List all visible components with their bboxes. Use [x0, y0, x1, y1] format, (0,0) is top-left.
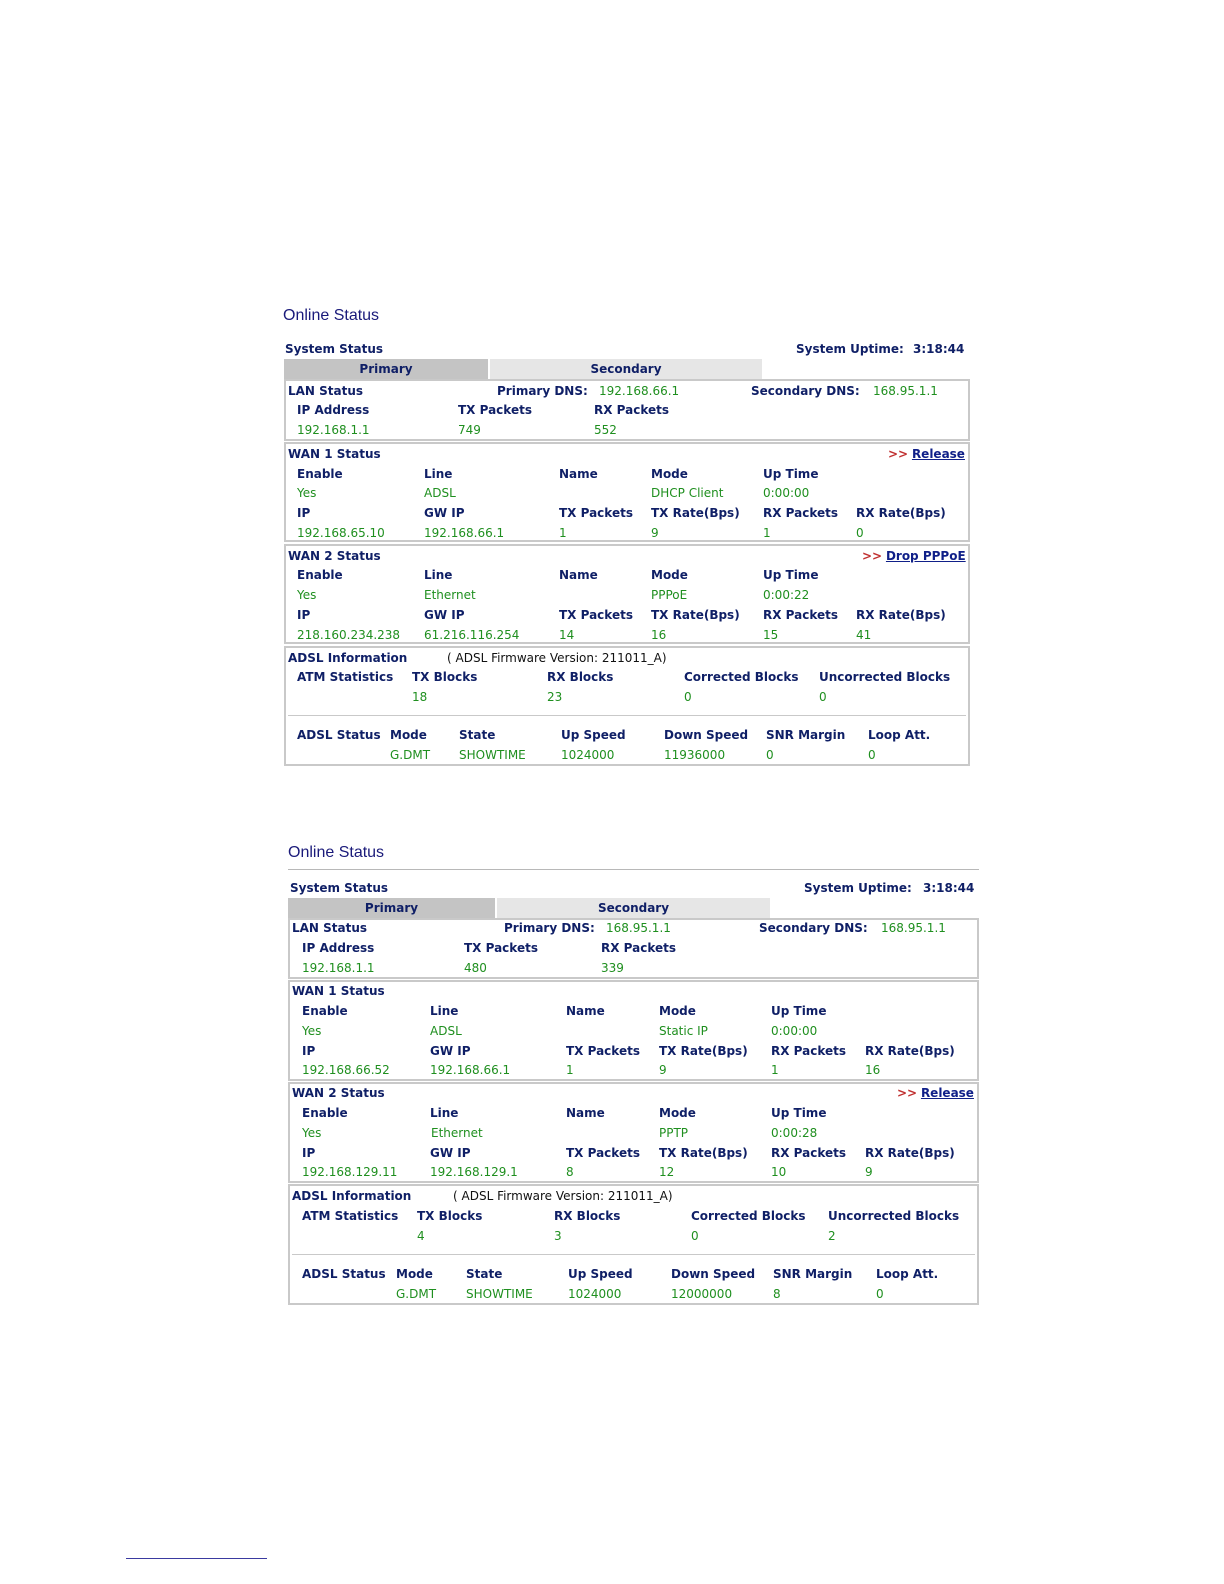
- tab-secondary[interactable]: Secondary: [497, 898, 770, 918]
- tab-primary[interactable]: Primary: [284, 359, 488, 379]
- adsl-status-value: 1024000: [561, 748, 615, 762]
- atm-header: Uncorrected Blocks: [819, 670, 951, 684]
- wan2-header: Name: [559, 568, 598, 582]
- wan2-header: GW IP: [430, 1146, 471, 1160]
- atm-value: 2: [828, 1229, 836, 1243]
- lan-header: RX Packets: [601, 941, 677, 955]
- atm-statistics-label: ATM Statistics: [302, 1209, 399, 1223]
- action-arrow: >>: [897, 1086, 918, 1100]
- adsl-status-header: Down Speed: [671, 1267, 756, 1281]
- system-uptime-value: 3:18:44: [923, 881, 975, 895]
- wan2-value: 10: [771, 1165, 787, 1179]
- wan2-value: 218.160.234.238: [297, 628, 401, 642]
- atm-value: 0: [819, 690, 827, 704]
- wan1-value: DHCP Client: [651, 486, 724, 500]
- wan1-header: RX Rate(Bps): [865, 1044, 955, 1058]
- wan1-header: IP: [302, 1044, 316, 1058]
- lan-status-title: LAN Status: [292, 921, 368, 935]
- adsl-firmware-version: ( ADSL Firmware Version: 211011_A): [453, 1189, 673, 1203]
- atm-header: RX Blocks: [554, 1209, 621, 1223]
- wan2-value: 8: [566, 1165, 574, 1179]
- wan2-header: Line: [424, 568, 453, 582]
- system-status-label: System Status: [285, 342, 384, 356]
- lan-header: TX Packets: [458, 403, 532, 417]
- adsl-status-header: Mode: [390, 728, 427, 742]
- wan1-header: TX Packets: [559, 506, 633, 520]
- adsl-status-value: SHOWTIME: [466, 1287, 533, 1301]
- wan1-value: ADSL: [430, 1024, 462, 1038]
- primary-dns-value: 168.95.1.1: [606, 921, 671, 935]
- adsl-status-header: Up Speed: [561, 728, 626, 742]
- atm-value: 0: [684, 690, 692, 704]
- wan1-header: TX Rate(Bps): [651, 506, 740, 520]
- atm-header: TX Blocks: [417, 1209, 483, 1223]
- adsl-status-header: Up Speed: [568, 1267, 633, 1281]
- wan1-value: ADSL: [424, 486, 456, 500]
- atm-value: 23: [547, 690, 563, 704]
- wan1-value: 192.168.66.52: [302, 1063, 390, 1077]
- wan2-value: Ethernet: [431, 1126, 483, 1140]
- lan-value: 192.168.1.1: [302, 961, 375, 975]
- secondary-dns-label: Secondary DNS:: [751, 384, 860, 398]
- adsl-status-value: 8: [773, 1287, 781, 1301]
- wan2-header: Line: [430, 1106, 459, 1120]
- title-divider: [288, 869, 979, 870]
- wan2-header: RX Rate(Bps): [856, 608, 946, 622]
- adsl-status-header: Down Speed: [664, 728, 749, 742]
- wan2-release-link[interactable]: Release: [920, 1086, 974, 1100]
- adsl-status-value: 0: [876, 1287, 884, 1301]
- wan2-status-title: WAN 2 Status: [292, 1086, 385, 1100]
- wan1-value: 192.168.65.10: [297, 526, 385, 540]
- wan2-value: 15: [763, 628, 779, 642]
- wan2-value: 9: [865, 1165, 873, 1179]
- wan2-value: 14: [559, 628, 575, 642]
- wan1-status-title: WAN 1 Status: [288, 447, 381, 461]
- wan2-header: TX Rate(Bps): [659, 1146, 748, 1160]
- wan2-value: Yes: [302, 1126, 322, 1140]
- wan1-header: Up Time: [771, 1004, 827, 1018]
- atm-header: Corrected Blocks: [691, 1209, 806, 1223]
- wan2-header: Enable: [302, 1106, 348, 1120]
- adsl-status-header: Loop Att.: [868, 728, 931, 742]
- wan1-header: RX Packets: [771, 1044, 847, 1058]
- wan2-value: 0:00:22: [763, 588, 810, 602]
- wan1-value: 192.168.66.1: [424, 526, 505, 540]
- lan-value: 339: [601, 961, 624, 975]
- system-status-label: System Status: [290, 881, 389, 895]
- atm-value: 4: [417, 1229, 425, 1243]
- wan1-header: Mode: [651, 467, 688, 481]
- action-arrow: >>: [862, 549, 883, 563]
- wan1-value: 1: [566, 1063, 574, 1077]
- wan2-header: Enable: [297, 568, 343, 582]
- wan2-value: PPTP: [659, 1126, 689, 1140]
- wan2-header: GW IP: [424, 608, 465, 622]
- adsl-status-value: 0: [766, 748, 774, 762]
- atm-header: Uncorrected Blocks: [828, 1209, 960, 1223]
- wan1-value: Yes: [297, 486, 317, 500]
- lan-header: RX Packets: [594, 403, 670, 417]
- atm-value: 3: [554, 1229, 562, 1243]
- wan2-header: TX Rate(Bps): [651, 608, 740, 622]
- atm-value: 0: [691, 1229, 699, 1243]
- status-tabs: [288, 898, 770, 918]
- wan2-header: Up Time: [771, 1106, 827, 1120]
- adsl-status-header: SNR Margin: [773, 1267, 853, 1281]
- wan1-header: GW IP: [424, 506, 465, 520]
- wan1-header: GW IP: [430, 1044, 471, 1058]
- wan1-release-link[interactable]: Release: [911, 447, 965, 461]
- wan1-value: 9: [651, 526, 659, 540]
- adsl-status-value: G.DMT: [390, 748, 431, 762]
- wan2-status-title: WAN 2 Status: [288, 549, 381, 563]
- wan2-value: 192.168.129.1: [430, 1165, 518, 1179]
- wan1-header: Enable: [297, 467, 343, 481]
- wan2-header: IP: [302, 1146, 316, 1160]
- adsl-status-value: SHOWTIME: [459, 748, 526, 762]
- adsl-status-header: State: [459, 728, 496, 742]
- wan2-value: Ethernet: [424, 588, 476, 602]
- adsl-info-title: ADSL Information: [288, 651, 408, 665]
- lan-value: 192.168.1.1: [297, 423, 370, 437]
- adsl-status-value: 1024000: [568, 1287, 622, 1301]
- wan2-value: Yes: [297, 588, 317, 602]
- wan2-value: 12: [659, 1165, 675, 1179]
- wan1-value: Static IP: [659, 1024, 708, 1038]
- wan2-action: [897, 1086, 974, 1100]
- adsl-status-header: Loop Att.: [876, 1267, 939, 1281]
- wan1-header: Name: [566, 1004, 605, 1018]
- footnote-rule: [126, 1558, 267, 1559]
- wan2-value: 41: [856, 628, 872, 642]
- wan2-header: Mode: [651, 568, 688, 582]
- system-uptime-label: System Uptime:: [804, 881, 912, 895]
- wan2-header: Name: [566, 1106, 605, 1120]
- adsl-status-header: SNR Margin: [766, 728, 846, 742]
- lan-value: 749: [458, 423, 481, 437]
- system-uptime-value: 3:18:44: [913, 342, 965, 356]
- wan1-value: 1: [763, 526, 771, 540]
- wan2-value: 192.168.129.11: [302, 1165, 398, 1179]
- wan1-header: RX Rate(Bps): [856, 506, 946, 520]
- wan2-value: PPPoE: [651, 588, 688, 602]
- wan1-value: 192.168.66.1: [430, 1063, 511, 1077]
- lan-header: IP Address: [297, 403, 370, 417]
- wan1-header: RX Packets: [763, 506, 839, 520]
- wan2-drop-pppoe-link[interactable]: Drop PPPoE: [885, 549, 966, 563]
- atm-statistics-label: ATM Statistics: [297, 670, 394, 684]
- wan2-value: 61.216.116.254: [424, 628, 520, 642]
- wan1-value: 0: [856, 526, 864, 540]
- wan1-value: 0:00:00: [763, 486, 810, 500]
- wan2-value: 0:00:28: [771, 1126, 818, 1140]
- atm-header: Corrected Blocks: [684, 670, 799, 684]
- wan1-value: Yes: [302, 1024, 322, 1038]
- wan1-value: 0:00:00: [771, 1024, 818, 1038]
- wan1-header: TX Rate(Bps): [659, 1044, 748, 1058]
- wan1-header: Enable: [302, 1004, 348, 1018]
- atm-value: 18: [412, 690, 428, 704]
- primary-dns-label: Primary DNS:: [504, 921, 595, 935]
- action-arrow: >>: [888, 447, 909, 461]
- wan1-header: Up Time: [763, 467, 819, 481]
- adsl-info-title: ADSL Information: [292, 1189, 412, 1203]
- tab-secondary[interactable]: Secondary: [490, 359, 762, 379]
- adsl-status-value: 0: [868, 748, 876, 762]
- wan2-value: 16: [651, 628, 667, 642]
- adsl-status-label: ADSL Status: [297, 728, 381, 742]
- wan1-header: Mode: [659, 1004, 696, 1018]
- page-title: Online Status: [288, 844, 385, 861]
- wan1-header: Name: [559, 467, 598, 481]
- wan1-status-title: WAN 1 Status: [292, 984, 385, 998]
- wan1-header: TX Packets: [566, 1044, 640, 1058]
- wan1-header: Line: [430, 1004, 459, 1018]
- lan-header: IP Address: [302, 941, 375, 955]
- wan1-header: Line: [424, 467, 453, 481]
- lan-status-title: LAN Status: [288, 384, 364, 398]
- adsl-status-label: ADSL Status: [302, 1267, 386, 1281]
- wan1-value: 1: [771, 1063, 779, 1077]
- wan2-header: IP: [297, 608, 311, 622]
- lan-header: TX Packets: [464, 941, 538, 955]
- primary-dns-value: 192.168.66.1: [599, 384, 680, 398]
- secondary-dns-value: 168.95.1.1: [873, 384, 938, 398]
- lan-value: 552: [594, 423, 617, 437]
- wan2-header: Mode: [659, 1106, 696, 1120]
- adsl-status-value: 11936000: [664, 748, 726, 762]
- page-title: Online Status: [283, 307, 380, 324]
- adsl-status-value: 12000000: [671, 1287, 733, 1301]
- adsl-status-value: G.DMT: [396, 1287, 437, 1301]
- wan2-header: RX Rate(Bps): [865, 1146, 955, 1160]
- secondary-dns-value: 168.95.1.1: [881, 921, 946, 935]
- wan2-header: TX Packets: [566, 1146, 640, 1160]
- wan2-header: TX Packets: [559, 608, 633, 622]
- wan2-header: RX Packets: [771, 1146, 847, 1160]
- lan-value: 480: [464, 961, 487, 975]
- primary-dns-label: Primary DNS:: [497, 384, 588, 398]
- wan1-value: 9: [659, 1063, 667, 1077]
- tab-primary[interactable]: Primary: [288, 898, 495, 918]
- adsl-firmware-version: ( ADSL Firmware Version: 211011_A): [447, 651, 667, 665]
- adsl-status-header: Mode: [396, 1267, 433, 1281]
- system-uptime-label: System Uptime:: [796, 342, 904, 356]
- adsl-status-header: State: [466, 1267, 503, 1281]
- atm-header: RX Blocks: [547, 670, 614, 684]
- atm-header: TX Blocks: [412, 670, 478, 684]
- wan1-value: 1: [559, 526, 567, 540]
- adsl-divider: [292, 1254, 975, 1255]
- wan1-header: IP: [297, 506, 311, 520]
- wan2-header: Up Time: [763, 568, 819, 582]
- wan2-header: RX Packets: [763, 608, 839, 622]
- secondary-dns-label: Secondary DNS:: [759, 921, 868, 935]
- wan1-value: 16: [865, 1063, 881, 1077]
